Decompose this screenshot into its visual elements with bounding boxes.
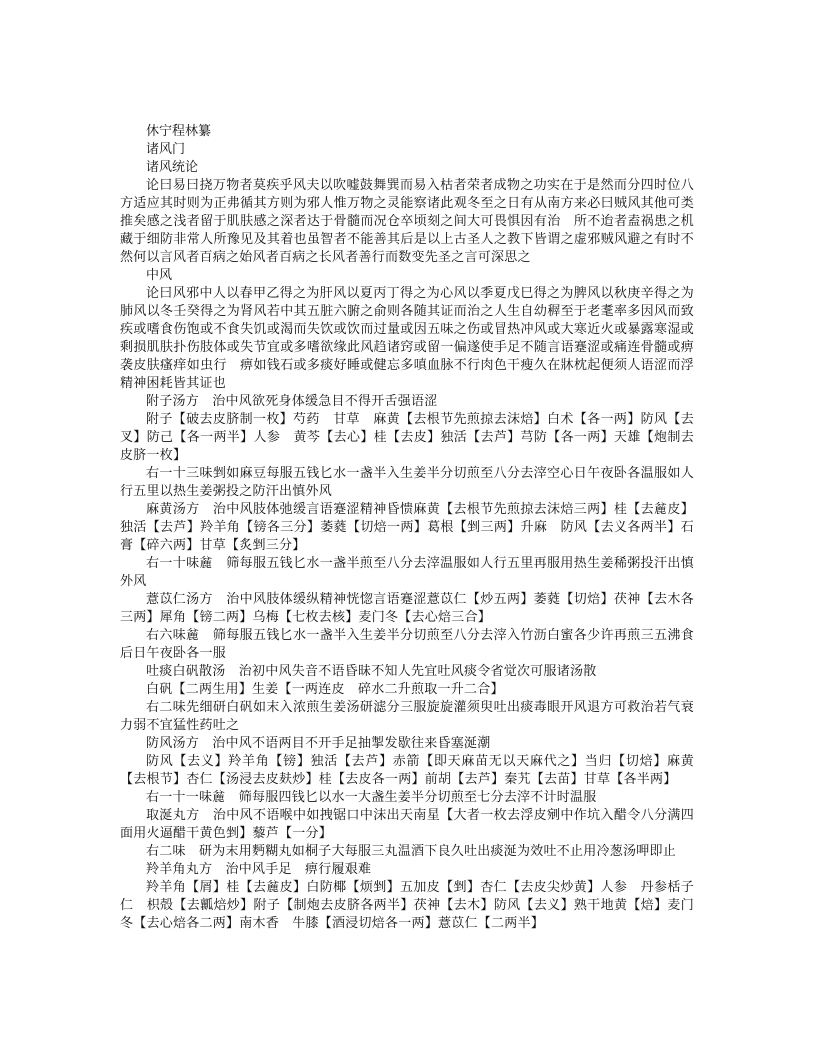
paragraph-zhong-feng-discussion: 论曰风邪中人以春甲乙得之为肝风以夏丙丁得之为心风以季夏戊巳得之为脾风以秋庚辛得之为肺风以冬壬癸得之为肾风若中其五脏六腑之俞则各随其证而治之人生自幼稺至于老耄率多因风而致疾或嗜食伤饱或不食失饥或渴而失饮或饮而过量或因五味之伤或冒热冲风或大寒近火或暴露寒湿或剩损肌肤扑伤肢体或失节宜或多嗜欲缘此风趋诸窍或留一偏遂使手足不随言语蹇涩或痛连骨髓或痹袭皮肤瘙痒如虫行 痹如钱石或多痰好睡或健忘多嗔血脉不行肉色干瘦久在牀枕起便须人语涩而浮精神困耗皆其证也 — [120, 286, 694, 391]
recipe-ingredients-fuzi-tang: 附子【破去皮脐制一枚】芍药 甘草 麻黄【去根节先煎掠去沫焙】白术【各一两】防风【去叉】防己【各一两半】人参 黄芩【去心】桂【去皮】独活【去芦】芎防【各一两】天雄【炮制去皮脐一枚】 — [120, 412, 694, 463]
recipe-title-lingyangjiao-wan: 羚羊角丸方 治中风手足 痹行履艰难 — [146, 862, 372, 877]
recipe-method-quxian-wan: 右二味 研为末用麪糊丸如桐子大每服三丸温酒下良久吐出痰涎为效吐不止用冷葱汤呷即止 — [146, 844, 677, 859]
recipe-method-fuzi-tang: 右一十三味剉如麻豆每服五钱匕水一盏半入生姜半分切煎至八分去滓空心日午夜卧各温服如人行五里以热生姜粥投之防汗出慎外风 — [120, 466, 694, 499]
paragraph-general-discussion: 论曰易曰挠万物者莫疾乎风夫以吹嘘鼓舞巽而易入枯者荣者成物之功实在于是然而分四时位八方适应其时则为正弗循其方则为邪人惟万物之灵能察诸此观冬至之日有从南方来必曰贼风其他可类推矣感之浅者留于肌肤感之深者达于骨髓而况仓卒顷刻之间大可畏惧因有治 所不迨者盍祸患之机藏于细防非常人所豫见及其着也虽智者不能善其后是以上古圣人之教下皆谓之虚邪贼风避之有时不然何以言风者百病之始风者百病之长风者善行而数变先圣之言可深思之 — [120, 178, 694, 265]
recipe-title-fuzi-tang: 附子汤方 治中风欲死身体缓急目不得开舌强语涩 — [146, 394, 438, 409]
heading-zhong-feng: 中风 — [146, 268, 173, 283]
recipe-title-baifan-san: 吐痰白矾散汤 治初中风失音不语昏昧不知人先宜吐风痰令省觉次可服诸汤散 — [146, 664, 597, 679]
recipe-title-fangfeng-tang: 防风汤方 治中风不语两目不开手足抽掣发歇往来昏塞涎潮 — [146, 736, 491, 751]
section-title: 诸风门 — [146, 142, 186, 157]
recipe-ingredients-baifan-san: 白矾【二两生用】生姜【一两连皮 碎水二升煎取一升二合】 — [146, 682, 504, 697]
subsection-title: 诸风统论 — [146, 160, 199, 175]
author-line: 休宁程林纂 — [146, 124, 212, 139]
recipe-method-mahuang-tang: 右一十味麄 筛每服五钱匕水一盏半煎至八分去滓温服如人行五里再服用热生姜稀粥投汗出慎外风 — [120, 556, 694, 589]
recipe-mahuang-tang: 麻黄汤方 治中风肢体弛缓言语蹇涩精神昏愦麻黄【去根节先煎掠去沫焙三两】桂【去麄皮】独活【去芦】羚羊角【镑各三分】萎蕤【切焙一两】葛根【剉三两】升麻 防风【去义各两半】石膏【碎六两】甘草【炙剉三分】 — [120, 502, 694, 553]
recipe-ingredients-fangfeng-tang: 防风【去义】羚羊角【镑】独活【去芦】赤箭【即天麻苗无以天麻代之】当归【切焙】麻黄【去根节】杏仁【汤浸去皮麸炒】桂【去皮各一两】前胡【去芦】秦艽【去苗】甘草【各半两】 — [120, 754, 694, 787]
recipe-method-baifan-san: 右二味先细研白矾如末入浓煎生姜汤研滤分三服旋旋灌须臾吐出痰毒眼开风退方可救治若气衰力弱不宜猛性药吐之 — [120, 700, 694, 733]
recipe-ingredients-lingyangjiao-wan: 羚羊角【屑】桂【去麄皮】白防椰【烦剉】五加皮【剉】杏仁【去皮尖炒黄】人参 丹参栝子仁 枳殻【去瓤焙炒】附子【制炮去皮脐各两半】茯神【去木】防风【去义】熟干地黄【焙】麦门冬【去心焙各二两】南木香 牛膝【酒浸切焙各一两】薏苡仁【二两半】 — [120, 880, 694, 931]
recipe-method-fangfeng-tang: 右一十一味麄 筛每服四钱匕以水一大盏生姜半分切煎至七分去滓不计时温服 — [146, 790, 597, 805]
recipe-yiyiren-tang: 薏苡仁汤方 治中风肢体缓纵精神恍惚言语蹇涩薏苡仁【炒五两】萎蕤【切焙】茯神【去木各三两】犀角【镑二两】乌梅【七枚去核】麦门冬【去心焙三合】 — [120, 592, 694, 625]
document-page — [120, 123, 694, 933]
recipe-quxian-wan: 取涎丸方 治中风不语喉中如拽锯口中沫出天南星【大者一枚去浮皮剜中作坑入醋令八分满四面用火逼醋干黄色剉】藜芦【一分】 — [120, 808, 694, 841]
recipe-method-yiyiren-tang: 右六味麄 筛每服五钱匕水一盏半入生姜半分切煎至八分去滓入竹沥白蜜各少许再煎三五沸食后日午夜卧各一服 — [120, 628, 694, 661]
